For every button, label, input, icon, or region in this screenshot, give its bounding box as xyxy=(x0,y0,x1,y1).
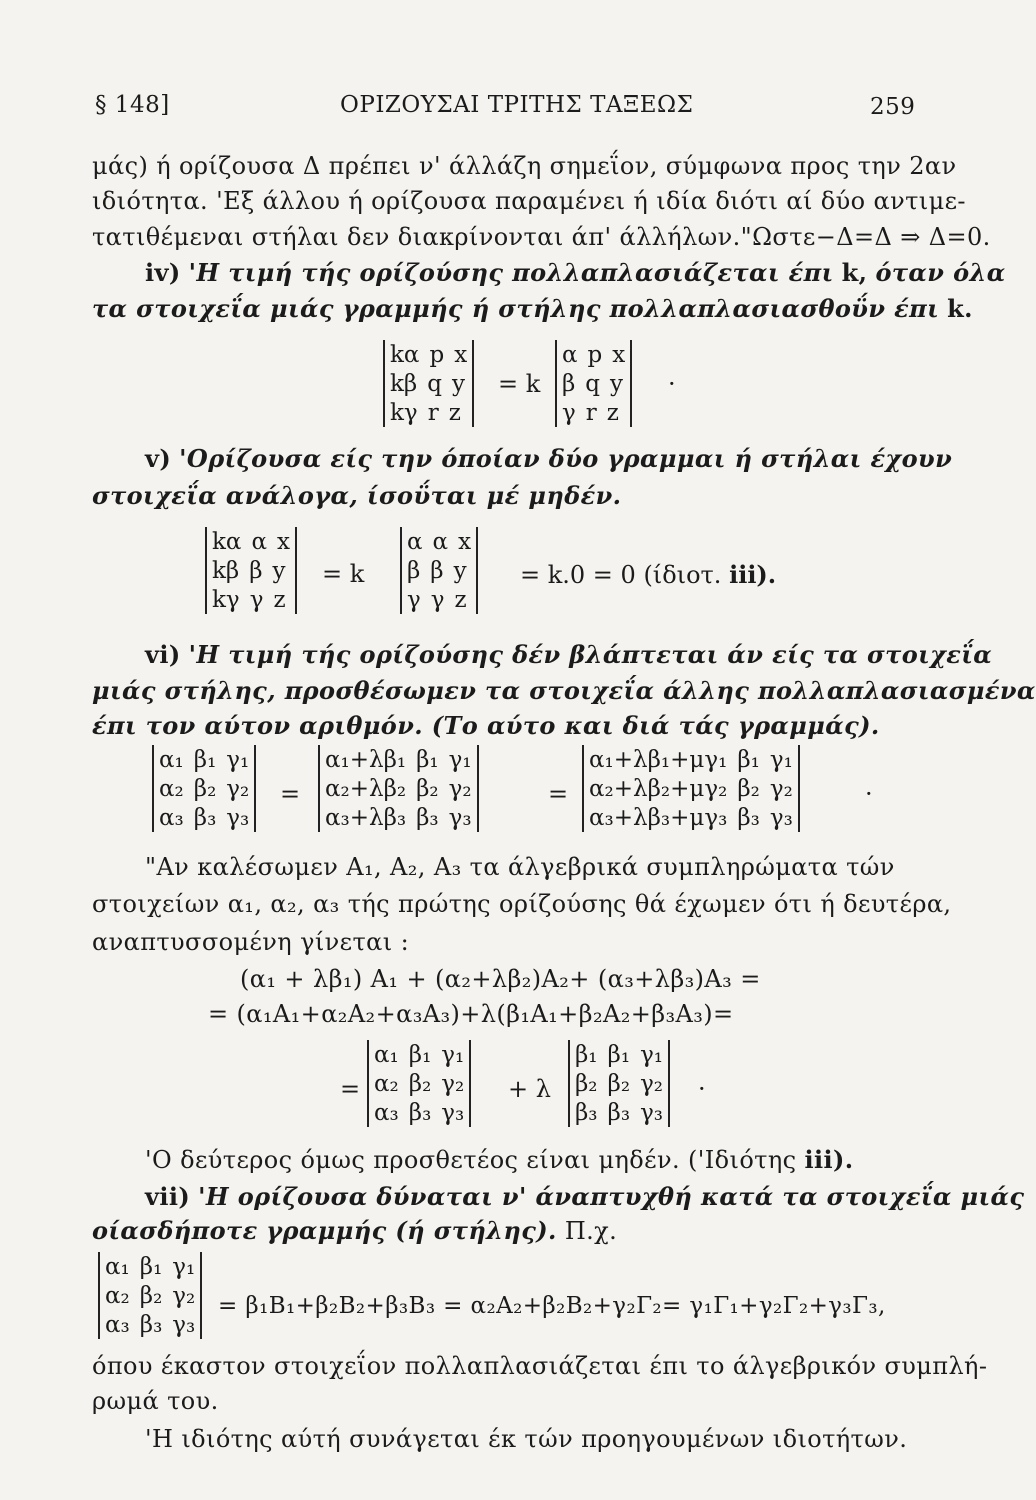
determinant xyxy=(205,527,297,614)
matrix-row xyxy=(570,1098,668,1127)
property-text: 'Η τιμή τής ορίζούσης δέν βλάπτεται άν είς τα στοιχεΐα xyxy=(188,640,993,669)
matrix-cell: β₃ xyxy=(607,1099,631,1126)
property-text xyxy=(92,481,621,510)
matrix-cell: x xyxy=(612,341,626,368)
matrix-cell: β xyxy=(562,370,576,397)
determinant xyxy=(555,340,632,427)
matrix-row xyxy=(584,745,798,774)
text-line: μάς) ή ορίζουσα Δ πρέπει ν' άλλάζη σημεΐον, σύμφωνα προς την 2αν xyxy=(92,152,957,180)
example-label: Π.χ. xyxy=(564,1217,618,1245)
property-text: 'Ορίζουσα είς την όποίαν δύο γραμμαι ή στήλαι έχουν xyxy=(179,444,953,473)
matrix-cell: γ₁ xyxy=(441,1041,465,1068)
matrix-row xyxy=(584,774,798,803)
dot: · xyxy=(668,370,676,398)
determinant xyxy=(152,745,256,832)
symbol-k: k. xyxy=(947,294,973,323)
expansion-equation: = β₁B₁+β₂B₂+β₃B₃ = α₂A₂+β₂B₂+γ₂Γ₂= γ₁Γ₁+γ₂Γ₂+γ₃Γ₃, xyxy=(218,1293,886,1319)
matrix-cell: y xyxy=(610,370,624,397)
matrix-cell: γ₁ xyxy=(226,746,250,773)
matrix-cell: β₂ xyxy=(737,775,760,802)
matrix-cell: r xyxy=(585,399,597,426)
matrix-cell: γ₃ xyxy=(172,1311,196,1338)
property-label: v) xyxy=(145,444,172,473)
matrix-row xyxy=(207,556,295,585)
matrix-cell: γ₁ xyxy=(640,1041,664,1068)
matrix-cell: z xyxy=(454,586,467,613)
matrix-cell: β₁ xyxy=(737,746,760,773)
text-line: τατιθέμεναι στήλαι δεν διακρίνονται άπ' άλλήλων."Ωστε−Δ=Δ ⇒ Δ=0. xyxy=(92,223,991,251)
matrix-cell: β₁ xyxy=(416,746,439,773)
property-text xyxy=(92,676,1036,705)
matrix-row xyxy=(385,398,472,427)
text-line xyxy=(145,1145,854,1174)
equation-tail xyxy=(520,560,776,589)
matrix-cell: γ₃ xyxy=(226,804,250,831)
matrix-row xyxy=(320,774,477,803)
matrix-cell: α xyxy=(562,341,578,368)
matrix-cell: β₂ xyxy=(575,1070,598,1097)
matrix-cell: β₃ xyxy=(737,804,760,831)
matrix-cell: γ₃ xyxy=(448,804,472,831)
matrix-cell: β₃ xyxy=(416,804,439,831)
matrix-row xyxy=(320,745,477,774)
matrix-cell: β xyxy=(249,557,263,584)
matrix-cell: α₁+λβ₁+μγ₁ xyxy=(589,746,728,773)
text-line: ιδιότητα. 'Εξ άλλου ή ορίζουσα παραμένει ή ιδία διότι αί δύο αντιμε- xyxy=(92,187,966,215)
property-text xyxy=(92,1216,617,1245)
matrix-row xyxy=(154,745,254,774)
matrix-cell: γ₂ xyxy=(448,775,472,802)
matrix-cell: x xyxy=(454,341,468,368)
text-line: αναπτυσσομένη γίνεται : xyxy=(92,928,410,956)
plus-lambda: + λ xyxy=(508,1075,551,1103)
matrix-row xyxy=(402,527,476,556)
matrix-row xyxy=(402,556,476,585)
matrix-row xyxy=(369,1098,469,1127)
matrix-row xyxy=(100,1310,200,1339)
matrix-row xyxy=(100,1252,200,1281)
matrix-cell: γ₂ xyxy=(441,1070,465,1097)
equals-k: = k xyxy=(498,370,541,398)
matrix-cell: γ xyxy=(430,586,445,613)
matrix-cell: γ xyxy=(249,586,264,613)
property-text: στοιχεΐα ανάλογα, ίσοΰται μέ μηδέν. xyxy=(92,481,622,510)
determinant xyxy=(400,527,478,614)
property-vii xyxy=(145,1182,1024,1211)
matrix-cell: α xyxy=(251,528,268,555)
matrix-cell: r xyxy=(427,399,439,426)
matrix-row xyxy=(570,1069,668,1098)
symbol-k: k, xyxy=(841,258,868,287)
equation-text: = k.0 = 0 (ίδιοτ. xyxy=(520,561,722,589)
property-text: τα στοιχεΐα μιάς γραμμής ή στήλης πολλαπλασιασθοΰν έπι xyxy=(92,294,940,323)
determinant xyxy=(367,1040,471,1127)
equals-sign: = xyxy=(340,1075,361,1103)
matrix-row xyxy=(402,585,476,614)
matrix-cell: α₃+λβ₃+μγ₃ xyxy=(589,804,728,831)
matrix-cell: x xyxy=(277,528,290,555)
matrix-cell: γ₂ xyxy=(640,1070,664,1097)
property-vi xyxy=(145,640,992,669)
matrix-row xyxy=(207,585,295,614)
matrix-cell: β₁ xyxy=(575,1041,598,1068)
matrix-cell: α₂ xyxy=(159,775,184,802)
matrix-cell: γ₂ xyxy=(226,775,250,802)
matrix-cell: β₂ xyxy=(408,1070,432,1097)
matrix-cell: β xyxy=(407,557,421,584)
matrix-cell: γ₂ xyxy=(769,775,793,802)
property-ref: iii). xyxy=(804,1145,854,1174)
matrix-row xyxy=(557,369,630,398)
determinant xyxy=(582,745,800,832)
matrix-cell: β xyxy=(430,557,444,584)
matrix-cell: p xyxy=(429,341,445,368)
property-text: έπι τον αύτον αριθμόν. (Το αύτο και διά τάς γραμμάς). xyxy=(92,711,880,740)
matrix-cell: β₁ xyxy=(607,1041,631,1068)
property-text: 'Η τιμή τής ορίζούσης πολλαπλασιάζεται έπι xyxy=(188,258,834,287)
matrix-cell: y xyxy=(453,557,467,584)
matrix-cell: β₃ xyxy=(193,804,217,831)
matrix-cell: α₃ xyxy=(159,804,184,831)
matrix-cell: x xyxy=(458,528,472,555)
matrix-row xyxy=(385,340,472,369)
matrix-row xyxy=(557,398,630,427)
dot: · xyxy=(865,780,873,808)
text-line: όπου έκαστον στοιχεΐον πολλαπλασιάζεται έπι το άλγεβρικόν συμπλή- xyxy=(92,1352,988,1380)
property-label: vii) xyxy=(145,1182,191,1211)
property-text xyxy=(92,711,880,740)
matrix-cell: β₂ xyxy=(193,775,217,802)
matrix-cell: α₂+λβ₂ xyxy=(325,775,407,802)
text-line: στοιχείων α₁, α₂, α₃ τής πρώτης ορίζούσης θά έχωμεν ότι ή δευτέρα, xyxy=(92,890,952,918)
matrix-cell: β₂ xyxy=(416,775,439,802)
matrix-cell: γ xyxy=(562,399,576,426)
determinant xyxy=(98,1252,202,1339)
matrix-cell: α₃ xyxy=(374,1099,399,1126)
matrix-cell: q xyxy=(427,370,442,397)
matrix-cell: γ xyxy=(407,586,421,613)
matrix-cell: β₁ xyxy=(408,1041,432,1068)
section-ref: § 148] xyxy=(95,92,170,118)
matrix-row xyxy=(369,1040,469,1069)
matrix-cell: γ₁ xyxy=(769,746,793,773)
matrix-cell: α₁+λβ₁ xyxy=(325,746,407,773)
matrix-cell: z xyxy=(448,399,461,426)
matrix-cell: kα xyxy=(390,341,420,368)
matrix-cell: z xyxy=(606,399,619,426)
matrix-cell: α₁ xyxy=(159,746,184,773)
matrix-cell: α xyxy=(407,528,423,555)
property-text: οίασδήποτε γραμμής (ή στήλης). xyxy=(92,1216,557,1245)
property-label: vi) xyxy=(145,640,181,669)
property-iv xyxy=(145,258,1006,287)
matrix-cell: γ₁ xyxy=(448,746,472,773)
matrix-row xyxy=(584,803,798,832)
matrix-row xyxy=(557,340,630,369)
equals-sign: = xyxy=(548,780,569,808)
matrix-row xyxy=(570,1040,668,1069)
matrix-cell: α₂+λβ₂+μγ₂ xyxy=(589,775,728,802)
equation-line: (α₁ + λβ₁) A₁ + (α₂+λβ₂)A₂+ (α₃+λβ₃)A₃ = xyxy=(240,965,761,993)
page-number: 259 xyxy=(870,94,916,120)
determinant xyxy=(318,745,479,832)
matrix-row xyxy=(207,527,295,556)
property-text: όταν όλα xyxy=(875,258,1006,287)
text-line: "Αν καλέσωμεν A₁, A₂, A₃ τα άλγεβρικά συμπληρώματα τών xyxy=(145,853,895,881)
matrix-cell: γ₃ xyxy=(441,1099,465,1126)
property-ref: iii). xyxy=(729,560,777,589)
property-v xyxy=(145,444,952,473)
matrix-cell: kγ xyxy=(212,586,240,613)
matrix-cell: kβ xyxy=(390,370,418,397)
matrix-cell: γ₃ xyxy=(640,1099,664,1126)
matrix-cell: p xyxy=(587,341,603,368)
matrix-cell: α₂ xyxy=(105,1282,130,1309)
text-line: 'Ο δεύτερος όμως προσθετέος είναι μηδέν. ('Ιδιότης xyxy=(145,1146,797,1174)
matrix-cell: β₂ xyxy=(607,1070,631,1097)
text-line: 'Η ιδιότης αύτή συνάγεται έκ τών προηγουμένων ιδιοτήτων. xyxy=(145,1425,908,1453)
matrix-cell: γ₁ xyxy=(172,1253,196,1280)
matrix-cell: α₂ xyxy=(374,1070,399,1097)
property-text: μιάς στήλης, προσθέσωμεν τα στοιχεΐα άλλης πολλαπλασιασμένα xyxy=(92,676,1036,705)
matrix-cell: α₁ xyxy=(374,1041,399,1068)
matrix-cell: α₃+λβ₃ xyxy=(325,804,407,831)
matrix-row xyxy=(100,1281,200,1310)
determinant xyxy=(383,340,474,427)
dot: · xyxy=(698,1075,706,1103)
text-line: ρωμά του. xyxy=(92,1387,219,1415)
property-iv-cont xyxy=(92,294,973,323)
matrix-cell: α xyxy=(432,528,449,555)
matrix-cell: y xyxy=(451,370,465,397)
matrix-row xyxy=(320,803,477,832)
matrix-cell: β₂ xyxy=(139,1282,163,1309)
determinant xyxy=(568,1040,670,1127)
matrix-row xyxy=(385,369,472,398)
matrix-cell: y xyxy=(272,557,286,584)
matrix-row xyxy=(369,1069,469,1098)
matrix-cell: β₃ xyxy=(139,1311,163,1338)
property-text: 'Η ορίζουσα δύναται ν' άναπτυχθή κατά τα στοιχεΐα μιάς xyxy=(198,1182,1025,1211)
matrix-cell: β₃ xyxy=(575,1099,598,1126)
matrix-cell: β₁ xyxy=(139,1253,163,1280)
matrix-cell: z xyxy=(273,586,286,613)
matrix-cell: kα xyxy=(212,528,242,555)
matrix-row xyxy=(154,803,254,832)
matrix-cell: γ₃ xyxy=(769,804,793,831)
property-label: iv) xyxy=(145,258,181,287)
matrix-cell: β₁ xyxy=(193,746,217,773)
equals-sign: = xyxy=(280,780,301,808)
matrix-cell: α₁ xyxy=(105,1253,130,1280)
matrix-cell: q xyxy=(585,370,601,397)
matrix-cell: kγ xyxy=(390,399,418,426)
page-title: ΟΡΙΖΟΥΣΑΙ ΤΡΙΤΗΣ ΤΑΞΕΩΣ xyxy=(340,92,694,118)
matrix-cell: α₃ xyxy=(105,1311,130,1338)
matrix-row xyxy=(154,774,254,803)
matrix-cell: γ₂ xyxy=(172,1282,196,1309)
equation-line: = (α₁A₁+α₂A₂+α₃A₃)+λ(β₁A₁+β₂A₂+β₃A₃)= xyxy=(208,1000,734,1028)
equals-k: = k xyxy=(322,560,365,588)
matrix-cell: β₃ xyxy=(408,1099,432,1126)
matrix-cell: kβ xyxy=(212,557,240,584)
